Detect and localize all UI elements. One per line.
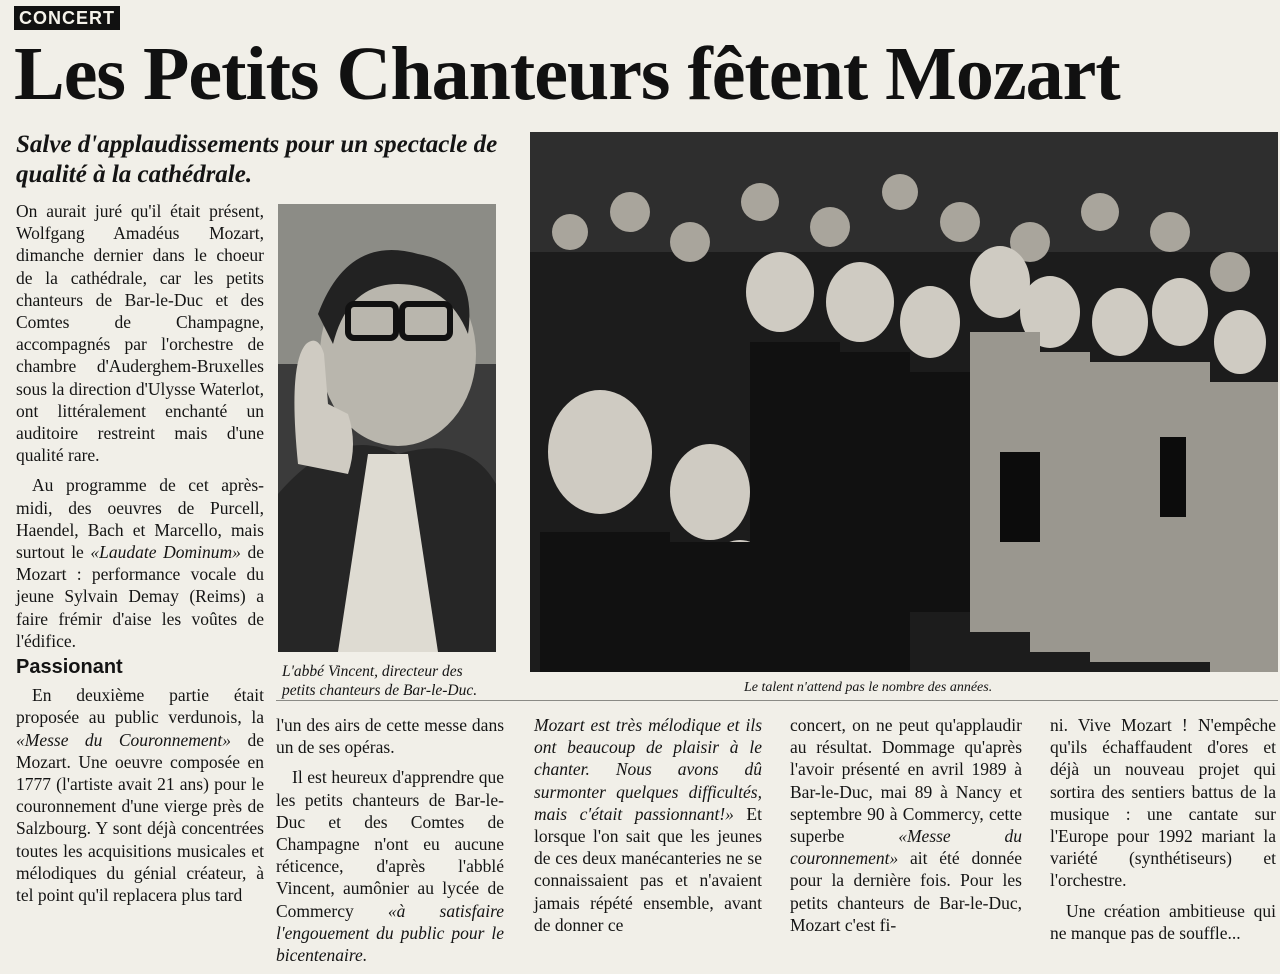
subhead-passionant: Passionant	[16, 656, 123, 678]
portrait-photo-image	[278, 204, 496, 652]
article-column-3	[534, 714, 762, 944]
choir-photo-image	[530, 132, 1278, 672]
paragraph-melodique: Mozart est très mélodique et ils ont beaucoup de plaisir à le chanter. Nous avons dû surmonter quelques difficultés, mais c'était passionnant!» Et lorsque l'on sait que les jeunes de ces deux manécanteries ne se connaissaient pas et n'avaient jamais répété ensemble, avant de donner ce	[534, 715, 762, 935]
paragraph-concert: concert, on ne peut qu'applaudir au résultat. Dommage qu'après l'avoir présenté en avril 1989 à Bar-le-Duc, mai 89 à Nancy et septembre 90 à Commercy, cette superbe «Messe du couronnement» ait été donnée pour la dernière fois. Pour les petits chanteurs de Bar-le-Duc, Mozart c'est fi-	[790, 715, 1022, 935]
portrait-photo	[278, 204, 496, 652]
section-kicker: CONCERT	[14, 6, 120, 30]
paragraph-second-part: En deuxième partie était proposée au public verdunois, la «Messe du Couronnement» de Mozart. Une oeuvre composée en 1777 (l'artiste avait 21 ans) pour le couronnement d'une vierge près de Salzbourg. Y sont déjà concentrées toutes les acquisitions musicales et mélodiques du génial créateur, à tel point qu'il replacera plus tard	[16, 685, 264, 906]
standfirst: Salve d'applaudissements pour un spectacle de qualité à la cathédrale.	[16, 131, 498, 188]
paragraph-reticence: Il est heureux d'apprendre que les petits chanteurs de Bar-le-Duc et des Comtes de Champagne n'ont eu aucune réticence, d'après l'abblé Vincent, aumônier au lycée de Commercy «à satisfaire l'engouement du public pour le bicentenaire.	[276, 767, 505, 966]
choir-caption: Le talent n'attend pas le nombre des années.	[744, 680, 993, 695]
article-column-2	[276, 714, 504, 974]
portrait-caption: L'abbé Vincent, directeur des petits chanteurs de Bar-le-Duc.	[282, 663, 478, 699]
article-column-5	[1050, 714, 1276, 952]
article-column-4	[790, 714, 1022, 944]
headline: Les Petits Chanteurs fêtent Mozart	[14, 32, 1120, 116]
paragraph-vive-mozart: ni. Vive Mozart ! N'empêche qu'ils échaffaudent d'ores et déjà un nouveau projet qui sortira des sentiers battus de la musique : une cantate sur l'Europe pour 1992 mariant la variété (synthétiseurs) et l'orchestre.	[1050, 715, 1276, 891]
paragraph-opera: l'un des airs de cette messe dans un de ses opéras.	[276, 715, 504, 758]
lower-divider	[276, 700, 1278, 701]
article-column-1	[16, 200, 264, 660]
choir-photo	[530, 132, 1278, 672]
paragraph-intro: On aurait juré qu'il était présent, Wolfgang Amadéus Mozart, dimanche dernier dans le choeur de la cathédrale, car les petits chanteurs de Bar-le-Duc et des Comtes de Champagne, accompagnés par l'orchestre de chambre d'Auderghem-Bruxelles sous la direction d'Ulysse Waterlot, ont littéralement enchanté un auditoire restreint mais d'une qualité rare.	[16, 201, 264, 466]
article-column-1-continued	[16, 650, 264, 906]
paragraph-programme: Au programme de cet après-midi, des oeuvres de Purcell, Haendel, Bach et Marcello, mais surtout le «Laudate Dominum» de Mozart : performance vocale du jeune Sylvain Demay (Reims) a faire frémir d'aise les voûtes de l'édifice.	[16, 475, 264, 651]
paragraph-creation: Une création ambitieuse qui ne manque pas de souffle...	[1050, 900, 1276, 943]
